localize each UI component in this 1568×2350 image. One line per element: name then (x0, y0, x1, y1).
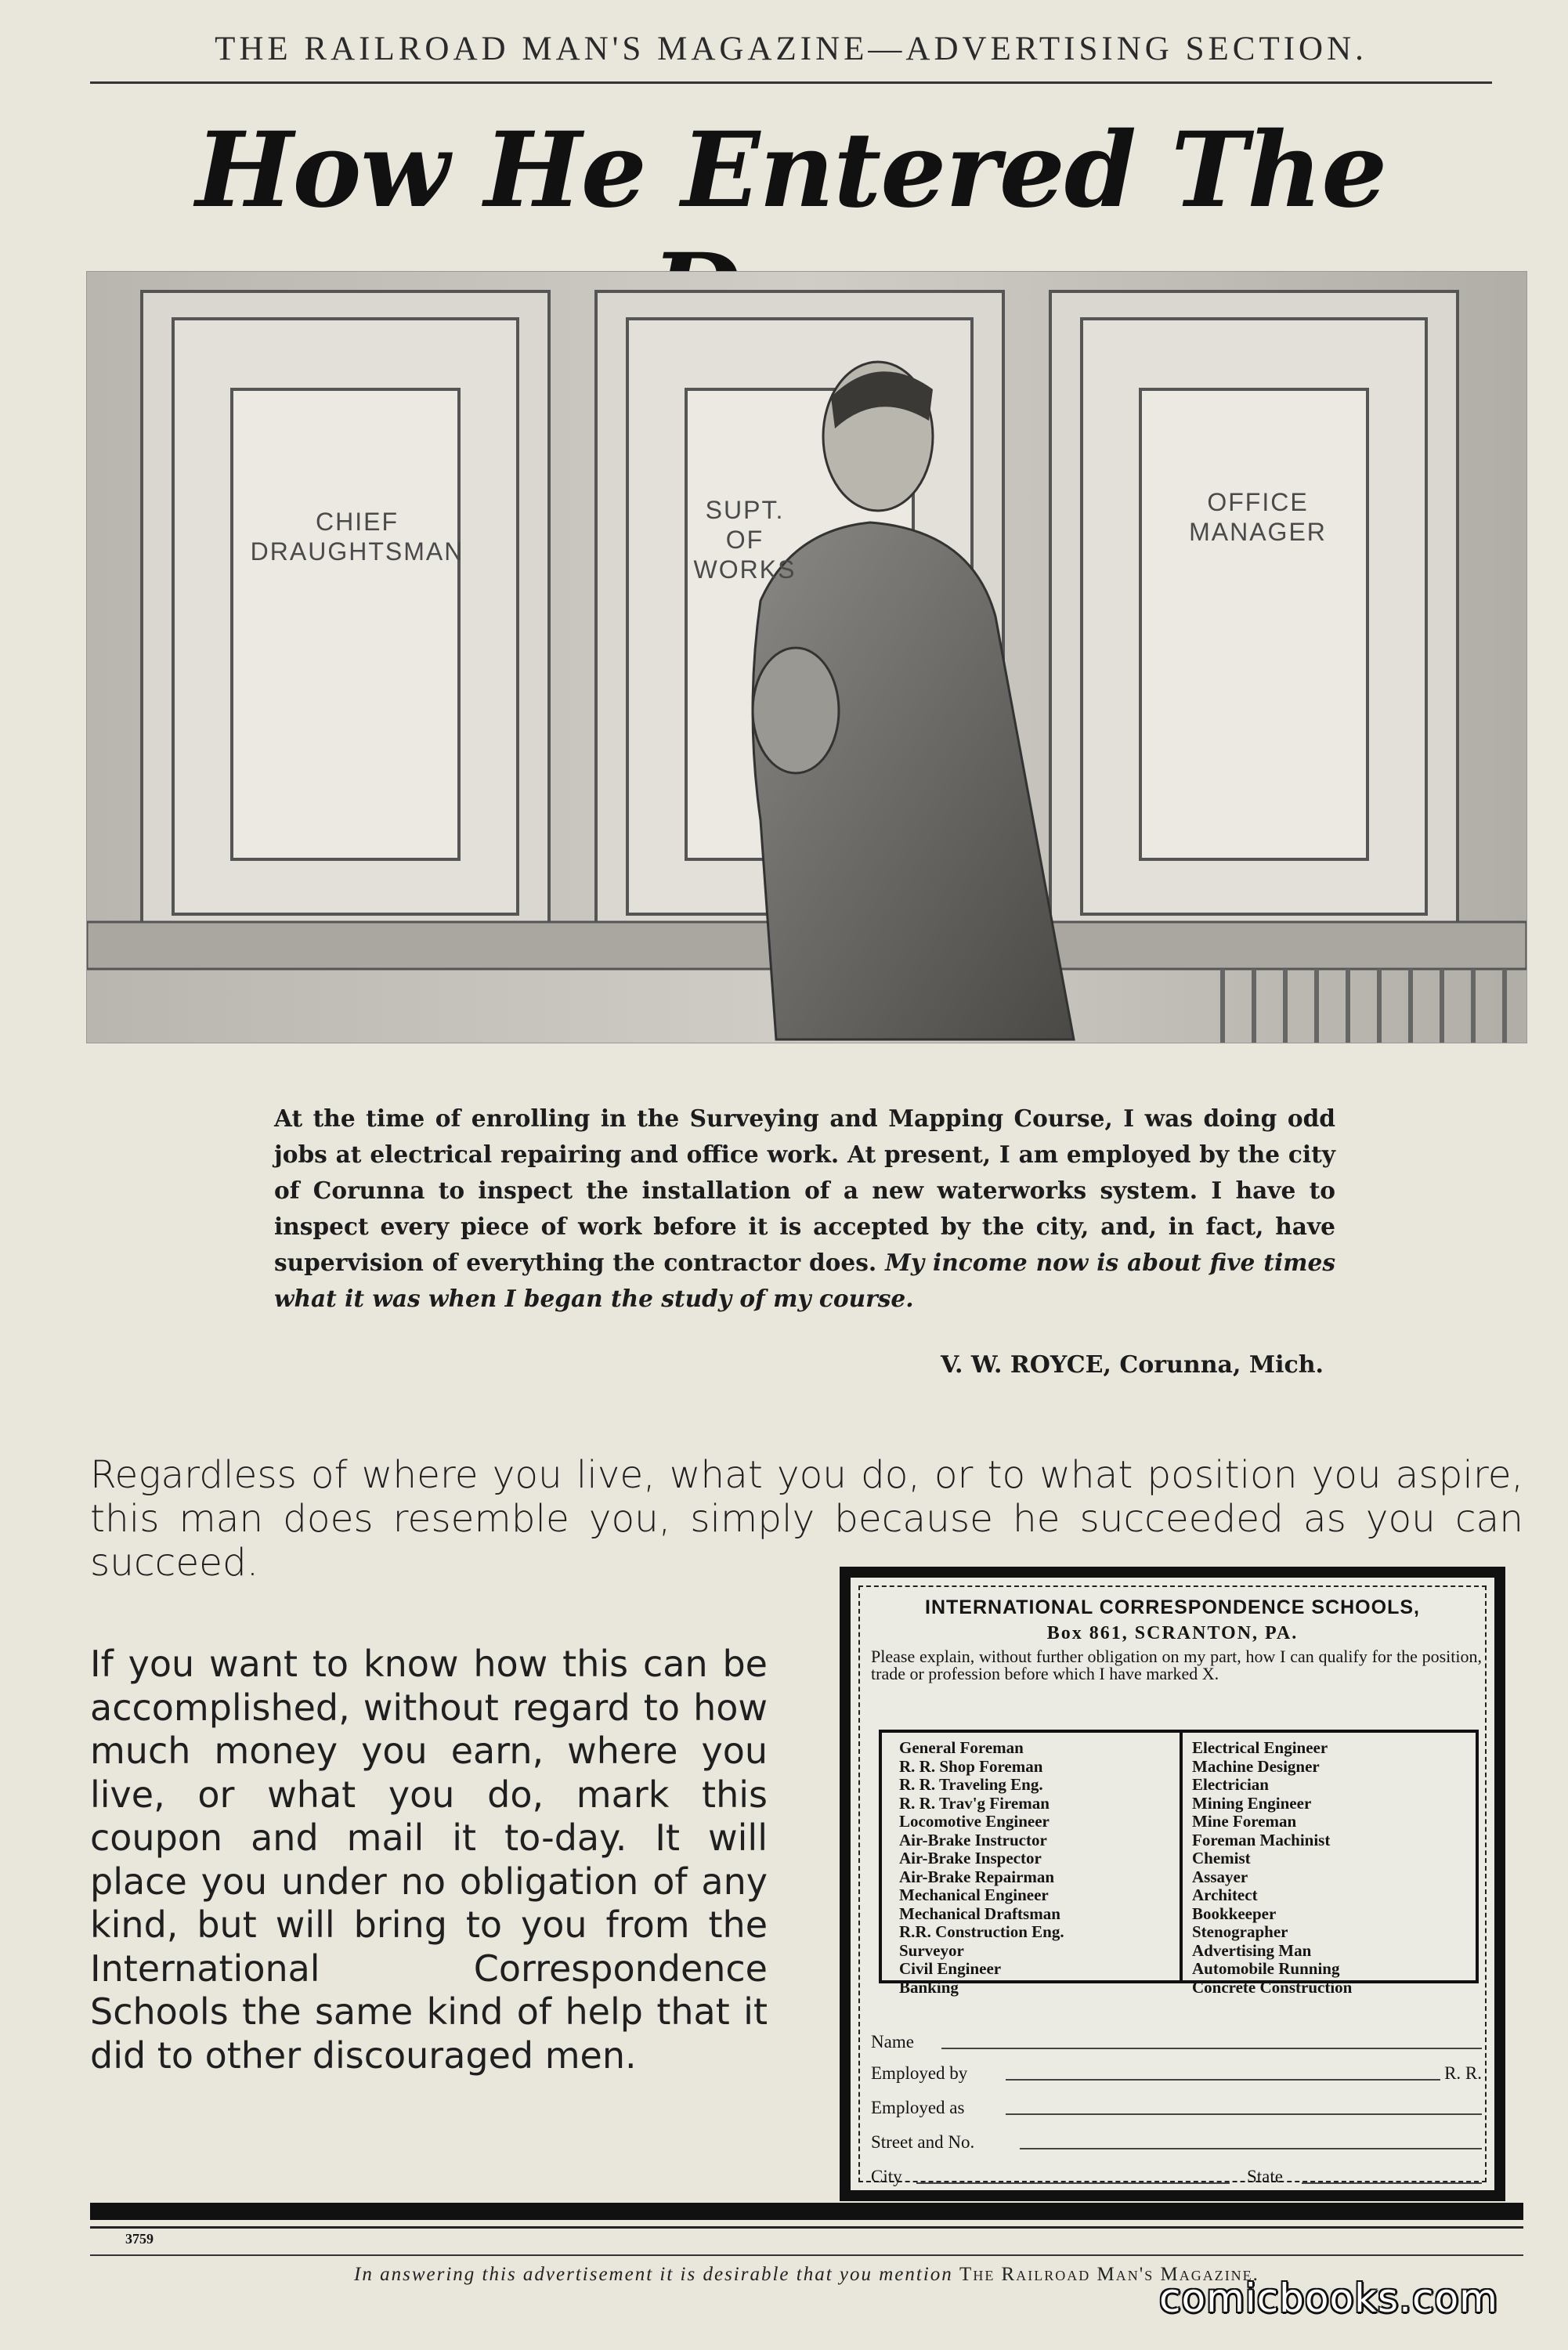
checklist-divider (1180, 1733, 1183, 1980)
city-line[interactable] (916, 2182, 1230, 2184)
course-option[interactable]: R. R. Traveling Eng. (899, 1775, 1043, 1794)
street-field[interactable] (871, 2131, 1482, 2154)
door-label-line: MANAGER (1189, 518, 1327, 546)
bottom-thick-rule (90, 2203, 1523, 2220)
testimonial-text: At the time of enrolling in the Surveying and Mapping Course, I was doing odd jobs at electrical repairing and office work. At present, I am employed by the city of Corunna to inspect the installation of a new waterworks system. I have to inspect every piece of work before it is accepted by the city, and, in fact, have supervision of everything the contractor does. (274, 1104, 1335, 1276)
course-option[interactable]: Assayer (1192, 1867, 1248, 1886)
coupon-address: Box 861, SCRANTON, PA. (1046, 1623, 1299, 1643)
course-option[interactable]: Machine Designer (1192, 1756, 1320, 1776)
course-option[interactable]: Mining Engineer (1192, 1793, 1312, 1813)
course-option[interactable]: Architect (1192, 1885, 1258, 1904)
course-option[interactable]: Civil Engineer (899, 1959, 1002, 1978)
course-option[interactable]: R. R. Trav'g Fireman (899, 1793, 1050, 1813)
course-option[interactable]: Concrete Construction (1192, 1977, 1353, 1997)
testimonial (274, 1101, 1335, 1317)
watermark: comicbooks.com (1159, 2276, 1498, 2321)
ad-code: 3759 (125, 2231, 154, 2247)
course-option[interactable]: Banking (899, 1977, 959, 1997)
door-right (1050, 291, 1458, 942)
course-option[interactable]: Automobile Running (1192, 1959, 1340, 1978)
course-option[interactable]: Air-Brake Inspector (899, 1849, 1042, 1867)
course-option[interactable]: Stenographer (1192, 1922, 1288, 1941)
coupon-instructions: Please explain, without further obligation on my part, how I can qualify for the position, trade or profession before which I have marked X. (871, 1647, 1482, 1683)
coupon-title: INTERNATIONAL CORRESPONDENCE SCHOOLS, (925, 1596, 1420, 1618)
door-label-chief-draughtsman (240, 507, 475, 566)
employed-as-label: Employed as (871, 2098, 965, 2117)
header-rule (90, 81, 1492, 84)
employed-by-line[interactable] (1006, 2079, 1440, 2081)
bottom-thin-rule (90, 2226, 1523, 2229)
street-line[interactable] (1020, 2148, 1482, 2149)
course-option[interactable]: General Foreman (899, 1738, 1024, 1757)
course-option[interactable]: Air-Brake Instructor (899, 1830, 1047, 1849)
state-label: State (1247, 2167, 1283, 2186)
headline: How He Entered The (195, 110, 1387, 231)
body-paragraph-regardless: Regardless of where you live, what you do, or to what position you aspire, this man does resemble you, simply because he succeeded as you can succeed. (90, 1453, 1523, 1585)
illustration (86, 271, 1527, 1043)
course-option[interactable]: Surveyor (899, 1940, 964, 1960)
door-left (142, 291, 549, 942)
street-label: Street and No. (871, 2132, 975, 2152)
course-list-left (899, 1739, 1189, 1997)
rr-label: R. R. (1444, 2063, 1482, 2083)
testimonial-signature: V. W. ROYCE, Corunna, Mich. (941, 1351, 1324, 1379)
employed-by-label: Employed by (871, 2063, 968, 2083)
course-option[interactable]: Electrical Engineer (1192, 1738, 1328, 1757)
course-checklist (879, 1730, 1479, 1997)
door-label-line: SUPT. (705, 496, 785, 524)
footer-magazine: The Railroad Man's Magazine. (959, 2264, 1259, 2285)
course-option[interactable]: Chemist (1192, 1849, 1251, 1867)
course-option[interactable]: Bookkeeper (1192, 1904, 1277, 1923)
testimonial-italic: My income now is about five times what it was when I began the study of my course. (274, 1249, 1335, 1312)
door-label-office-manager (1144, 487, 1371, 547)
course-option[interactable]: R. R. Shop Foreman (899, 1756, 1043, 1776)
course-option[interactable]: Mine Foreman (1192, 1812, 1297, 1831)
course-option[interactable]: Advertising Man (1192, 1940, 1312, 1960)
running-head: THE RAILROAD MAN'S MAGAZINE—ADVERTISING SECTION. (215, 31, 1367, 67)
city-state-field[interactable] (871, 2165, 1482, 2189)
body-paragraph-if-you: If you want to know how this can be accomplished, without regard to how much money you earn, where you live, or what you do, mark this coupon and mail it to-day. It will place you under no obligation of any kind, but will bring to you from the International Correspondence Schools the same kind of help that it did to other discouraged men. (90, 1643, 768, 2077)
coupon-dashed-border (858, 1585, 1487, 2186)
course-option[interactable]: Electrician (1192, 1775, 1269, 1794)
coupon[interactable] (840, 1567, 1505, 2201)
course-option[interactable]: Locomotive Engineer (899, 1812, 1050, 1831)
door-label-line: DRAUGHTSMAN (250, 537, 464, 566)
name-line[interactable] (941, 2048, 1482, 2049)
course-option[interactable]: Mechanical Draftsman (899, 1904, 1060, 1923)
name-field[interactable] (871, 2030, 1482, 2054)
course-list-right (1192, 1739, 1482, 1997)
door-label-line: OFFICE (1207, 488, 1309, 516)
door-label-line: WORKS (693, 555, 797, 584)
course-option[interactable]: Mechanical Engineer (899, 1885, 1049, 1904)
employed-as-line[interactable] (1006, 2113, 1482, 2115)
course-option[interactable]: Foreman Machinist (1192, 1830, 1331, 1849)
footer-italic: In answering this advertisement it is desirable that you mention (354, 2264, 953, 2285)
employed-by-field[interactable] (871, 2062, 1482, 2085)
door-label-supt-of-works (651, 495, 839, 584)
name-label: Name (871, 2032, 914, 2052)
course-option[interactable]: R.R. Construction Eng. (899, 1922, 1064, 1941)
door-label-line: CHIEF (316, 508, 399, 536)
employed-as-field[interactable] (871, 2096, 1482, 2120)
course-option[interactable]: Air-Brake Repairman (899, 1867, 1055, 1886)
city-label: City (871, 2167, 902, 2186)
illustration-drawing (87, 272, 1526, 1043)
state-line[interactable] (1302, 2182, 1482, 2184)
door-label-line: OF (725, 526, 764, 554)
footer-rule (90, 2254, 1523, 2256)
